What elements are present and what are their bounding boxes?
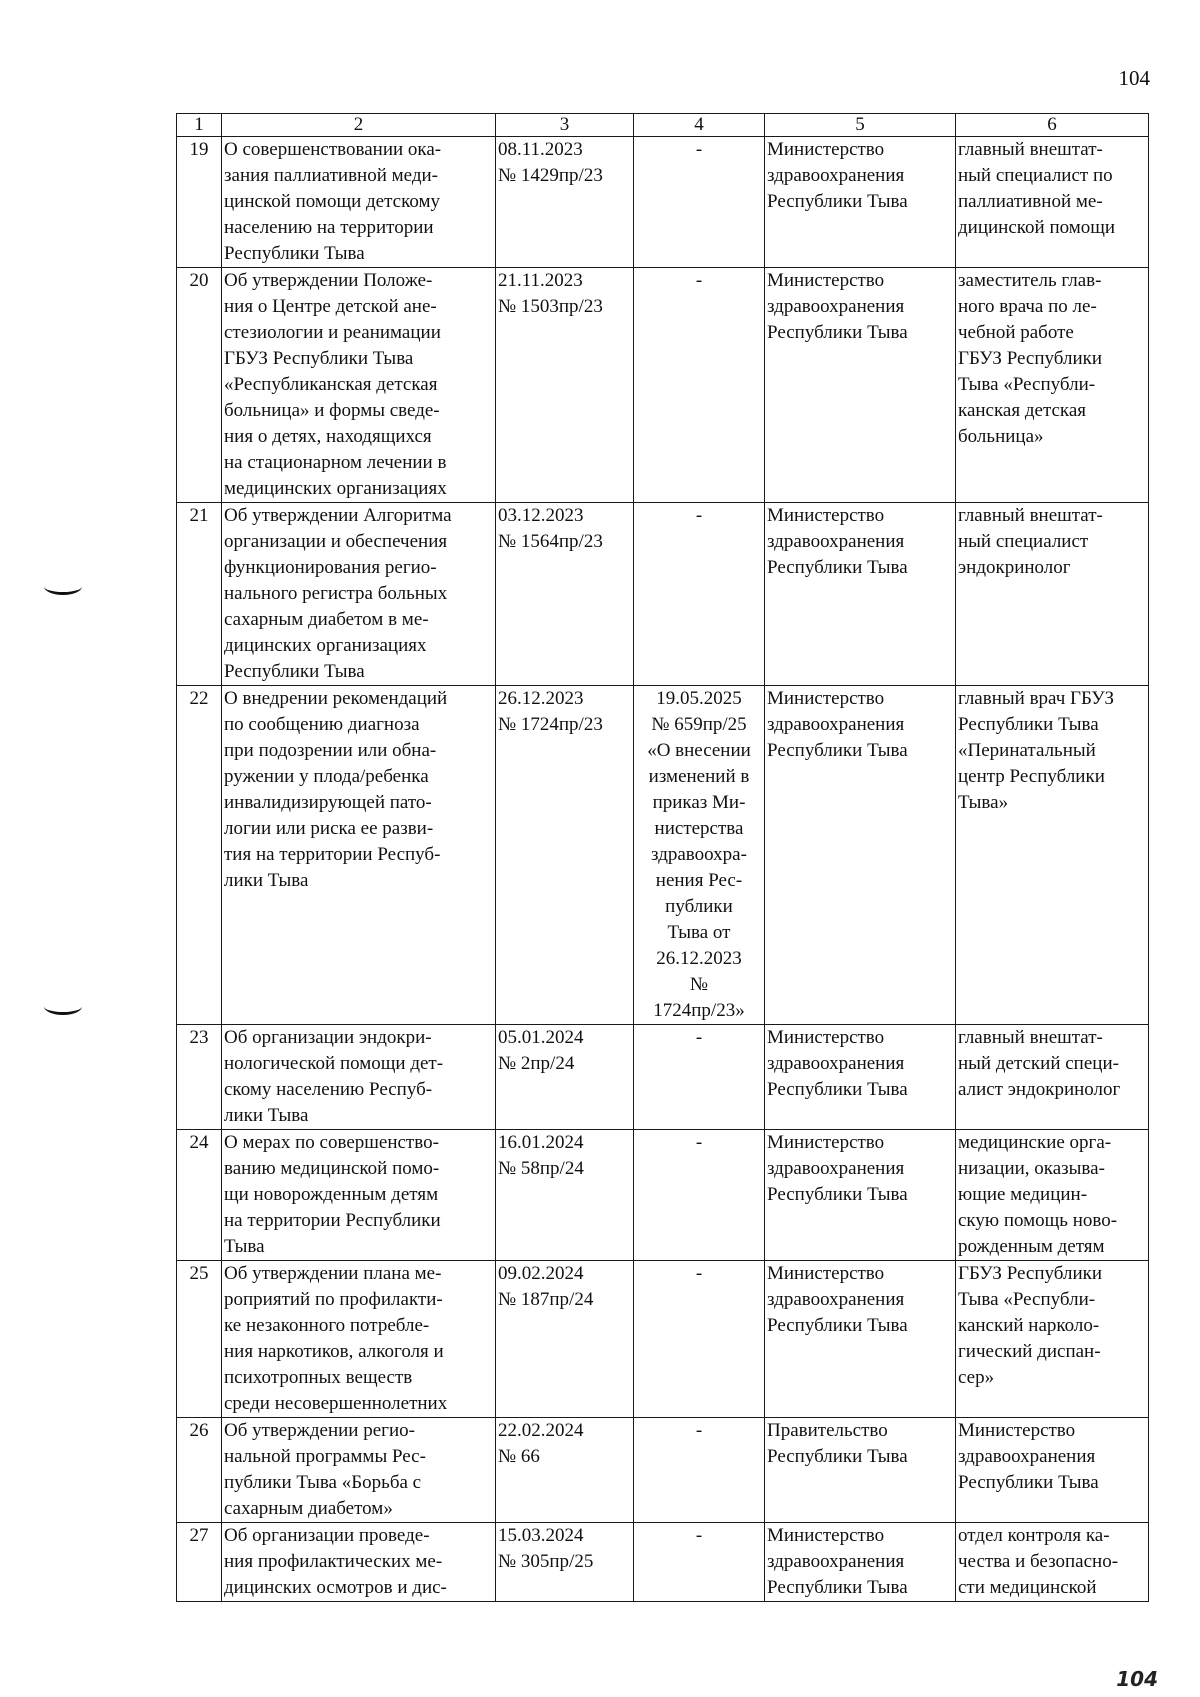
row-number: 20 [177, 268, 222, 503]
row-date-number [496, 686, 634, 1025]
row-title [222, 137, 496, 268]
row-changes [634, 1261, 765, 1418]
cell-line: здравоохранения [767, 714, 905, 735]
cell-line: паллиативной ме- [958, 191, 1103, 212]
table-row [177, 1523, 1149, 1602]
table-row [177, 503, 1149, 686]
cell-line: ГБУЗ Республики [958, 1263, 1103, 1284]
cell-line: № 305пр/25 [498, 1551, 594, 1572]
cell-line: № 2пр/24 [498, 1053, 575, 1074]
cell-line: нения Рес- [655, 870, 743, 891]
cell-line: № 1724пр/23 [498, 714, 603, 735]
cell-line: здравоохранения [767, 296, 905, 317]
cell-line: - [695, 1525, 703, 1546]
row-number: 21 [177, 503, 222, 686]
cell-line: эндокринолог [958, 557, 1071, 578]
cell-line: главный внештат- [958, 505, 1103, 526]
table-row [177, 1130, 1149, 1261]
row-changes [634, 1025, 765, 1130]
row-issuer [765, 268, 956, 503]
cell-line: Республики Тыва [224, 661, 365, 682]
cell-line: здравоохранения [767, 1053, 905, 1074]
row-issuer [765, 1025, 956, 1130]
cell-line: О мерах по совершенство- [224, 1132, 439, 1153]
cell-line: Республики Тыва [224, 243, 365, 264]
cell-line: «Республиканская детская [224, 374, 438, 395]
cell-line: главный врач ГБУЗ [958, 688, 1114, 709]
cell-line: на стационарном лечении в [224, 452, 447, 473]
row-title [222, 686, 496, 1025]
cell-line: канский нарколо- [958, 1315, 1100, 1336]
cell-line: тия на территории Респуб- [224, 844, 441, 865]
cell-line: Тыва» [958, 792, 1009, 813]
table-row [177, 137, 1149, 268]
row-changes [634, 1418, 765, 1523]
cell-line: лики Тыва [224, 870, 309, 891]
cell-line: больница» [958, 426, 1044, 447]
cell-line: Министерство [767, 688, 885, 709]
table-row [177, 1418, 1149, 1523]
cell-line: здравоохранения [767, 165, 905, 186]
document-table [176, 113, 1149, 1602]
table-row [177, 1261, 1149, 1418]
cell-line: Об организации эндокри- [224, 1027, 432, 1048]
cell-line: 09.02.2024 [498, 1263, 584, 1284]
cell-line: Министерство [958, 1420, 1076, 1441]
page-number: 104 [1118, 66, 1150, 90]
cell-line: при подозрении или обна- [224, 740, 437, 761]
row-changes [634, 503, 765, 686]
row-changes [634, 137, 765, 268]
cell-line: Министерство [767, 1525, 885, 1546]
cell-line: алист эндокринолог [958, 1079, 1121, 1100]
row-issuer [765, 686, 956, 1025]
row-number: 26 [177, 1418, 222, 1523]
cell-line: Министерство [767, 505, 885, 526]
cell-line: - [695, 1420, 703, 1441]
cell-line: медицинских организациях [224, 478, 447, 499]
cell-line: дицинской помощи [958, 217, 1116, 238]
row-date-number [496, 1130, 634, 1261]
cell-line: ный детский специ- [958, 1053, 1119, 1074]
cell-line: дицинских организациях [224, 635, 427, 656]
cell-line: Об утверждении Положе- [224, 270, 433, 291]
cell-line: 08.11.2023 [498, 139, 583, 160]
cell-line: ния о Центре детской ане- [224, 296, 437, 317]
cell-line: канская детская [958, 400, 1087, 421]
row-changes [634, 1130, 765, 1261]
cell-line: - [695, 1132, 703, 1153]
cell-line: 03.12.2023 [498, 505, 584, 526]
column-header-6: 6 [956, 114, 1149, 137]
row-date-number [496, 268, 634, 503]
row-changes [634, 1523, 765, 1602]
cell-line: 26.12.2023 [498, 688, 584, 709]
cell-line: ке незаконного потребле- [224, 1315, 430, 1336]
cell-line: среди несовершеннолетних [224, 1393, 448, 1414]
cell-line: здравоохранения [767, 1551, 905, 1572]
row-number: 27 [177, 1523, 222, 1602]
row-title [222, 1261, 496, 1418]
row-title [222, 1130, 496, 1261]
cell-line: рожденным детям [958, 1236, 1105, 1257]
row-issuer [765, 503, 956, 686]
cell-line: Министерство [767, 1263, 885, 1284]
cell-line: центр Республики [958, 766, 1105, 787]
table-body [177, 137, 1149, 1602]
cell-line: Республики Тыва [767, 1577, 908, 1598]
cell-line: О совершенствовании ока- [224, 139, 442, 160]
cell-line: Республики Тыва [767, 1315, 908, 1336]
column-header-4: 4 [634, 114, 765, 137]
cell-line: щи новорожденным детям [224, 1184, 439, 1205]
cell-line: Министерство [767, 1132, 885, 1153]
cell-line: ГБУЗ Республики Тыва [224, 348, 414, 369]
cell-line: нистерства [654, 818, 744, 839]
margin-mark [44, 578, 82, 595]
table-header-row [177, 114, 1149, 137]
row-responsible [956, 1130, 1149, 1261]
cell-line: ния о детях, находящихся [224, 426, 432, 447]
table-row [177, 1025, 1149, 1130]
table-row [177, 268, 1149, 503]
cell-line: чества и безопасно- [958, 1551, 1119, 1572]
cell-line: № [689, 974, 709, 995]
row-responsible [956, 268, 1149, 503]
cell-line: ния профилактических ме- [224, 1551, 443, 1572]
cell-line: цинской помощи детскому [224, 191, 440, 212]
cell-line: ГБУЗ Республики [958, 348, 1103, 369]
row-responsible [956, 1025, 1149, 1130]
cell-line: № 58пр/24 [498, 1158, 584, 1179]
cell-line: Об утверждении плана ме- [224, 1263, 442, 1284]
cell-line: «Перинатальный [958, 740, 1096, 761]
cell-line: Республики Тыва [767, 1446, 908, 1467]
cell-line: дицинских осмотров и дис- [224, 1577, 447, 1598]
row-date-number [496, 137, 634, 268]
row-date-number [496, 1261, 634, 1418]
cell-line: Об утверждении регио- [224, 1420, 415, 1441]
cell-line: - [695, 1027, 703, 1048]
cell-line: логии или риска ее разви- [224, 818, 434, 839]
row-responsible [956, 137, 1149, 268]
table-row [177, 686, 1149, 1025]
row-title [222, 1418, 496, 1523]
cell-line: отдел контроля ка- [958, 1525, 1110, 1546]
cell-line: медицинские орга- [958, 1132, 1112, 1153]
cell-line: № 1503пр/23 [498, 296, 603, 317]
cell-line: Республики Тыва [767, 1079, 908, 1100]
row-responsible [956, 503, 1149, 686]
row-title [222, 1025, 496, 1130]
cell-line: нологической помощи дет- [224, 1053, 444, 1074]
cell-line: функционирования регио- [224, 557, 437, 578]
cell-line: Министерство [767, 1027, 885, 1048]
row-date-number [496, 1418, 634, 1523]
cell-line: ния наркотиков, алкоголя и [224, 1341, 444, 1362]
cell-line: - [695, 1263, 703, 1284]
cell-line: 21.11.2023 [498, 270, 583, 291]
cell-line: главный внештат- [958, 139, 1103, 160]
row-changes [634, 268, 765, 503]
row-issuer [765, 1130, 956, 1261]
row-issuer [765, 137, 956, 268]
row-number: 19 [177, 137, 222, 268]
cell-line: ющие медицин- [958, 1184, 1088, 1205]
row-title [222, 1523, 496, 1602]
cell-line: Тыва «Республи- [958, 1289, 1096, 1310]
cell-line: изменений в [648, 766, 750, 787]
cell-line: Республики Тыва [958, 1472, 1099, 1493]
cell-line: 19.05.2025 [656, 688, 742, 709]
cell-line: 05.01.2024 [498, 1027, 584, 1048]
cell-line: № 66 [498, 1446, 540, 1467]
cell-line: здравоохранения [958, 1446, 1096, 1467]
cell-line: Об организации проведе- [224, 1525, 430, 1546]
row-responsible [956, 1523, 1149, 1602]
row-number: 24 [177, 1130, 222, 1261]
cell-line: ванию медицинской помо- [224, 1158, 440, 1179]
row-date-number [496, 1523, 634, 1602]
footer-page-mark: 104 [1116, 1667, 1158, 1691]
cell-line: сти медицинской [958, 1577, 1097, 1598]
cell-line: № 1429пр/23 [498, 165, 603, 186]
row-issuer [765, 1418, 956, 1523]
cell-line: ружении у плода/ребенка [224, 766, 429, 787]
cell-line: психотропных веществ [224, 1367, 413, 1388]
cell-line: ный специалист по [958, 165, 1113, 186]
row-number: 23 [177, 1025, 222, 1130]
cell-line: инвалидизирующей пато- [224, 792, 432, 813]
cell-line: лики Тыва [224, 1105, 309, 1126]
cell-line: Республики Тыва [767, 191, 908, 212]
cell-line: Министерство [767, 270, 885, 291]
cell-line: стезиологии и реанимации [224, 322, 441, 343]
cell-line: низации, оказыва- [958, 1158, 1105, 1179]
column-header-1: 1 [177, 114, 222, 137]
cell-line: Министерство [767, 139, 885, 160]
cell-line: № 1564пр/23 [498, 531, 603, 552]
cell-line: № 187пр/24 [498, 1289, 594, 1310]
cell-line: чебной работе [958, 322, 1074, 343]
cell-line: Об утверждении Алгоритма [224, 505, 452, 526]
cell-line: сахарным диабетом» [224, 1498, 393, 1519]
cell-line: нального регистра больных [224, 583, 448, 604]
cell-line: скую помощь ново- [958, 1210, 1118, 1231]
row-responsible [956, 686, 1149, 1025]
cell-line: «О внесении [647, 740, 751, 761]
cell-line: Тыва [224, 1236, 265, 1257]
cell-line: здравоохранения [767, 1158, 905, 1179]
cell-line: нальной программы Рес- [224, 1446, 426, 1467]
cell-line: больница» и формы сведе- [224, 400, 440, 421]
cell-line: Республики Тыва [767, 1184, 908, 1205]
cell-line: приказ Ми- [652, 792, 746, 813]
cell-line: главный внештат- [958, 1027, 1103, 1048]
cell-line: - [695, 505, 703, 526]
row-number: 25 [177, 1261, 222, 1418]
row-responsible [956, 1418, 1149, 1523]
cell-line: 22.02.2024 [498, 1420, 584, 1441]
cell-line: Республики Тыва [767, 740, 908, 761]
cell-line: сер» [958, 1367, 995, 1388]
cell-line: Тыва от [667, 922, 731, 943]
row-changes [634, 686, 765, 1025]
cell-line: сахарным диабетом в ме- [224, 609, 429, 630]
cell-line: здравоохра- [651, 844, 747, 865]
cell-line: Тыва «Республи- [958, 374, 1096, 395]
cell-line: заместитель глав- [958, 270, 1102, 291]
cell-line: 16.01.2024 [498, 1132, 584, 1153]
row-date-number [496, 503, 634, 686]
cell-line: 1724пр/23» [653, 1000, 745, 1021]
margin-mark [44, 998, 82, 1015]
cell-line: организации и обеспечения [224, 531, 448, 552]
cell-line: публики Тыва «Борьба с [224, 1472, 422, 1493]
row-responsible [956, 1261, 1149, 1418]
column-header-2: 2 [222, 114, 496, 137]
cell-line: Республики Тыва [767, 557, 908, 578]
cell-line: роприятий по профилакти- [224, 1289, 443, 1310]
cell-line: 15.03.2024 [498, 1525, 584, 1546]
cell-line: - [695, 139, 703, 160]
cell-line: скому населению Респуб- [224, 1079, 433, 1100]
cell-line: здравоохранения [767, 1289, 905, 1310]
cell-line: публики [665, 896, 733, 917]
row-number: 22 [177, 686, 222, 1025]
cell-line: 26.12.2023 [656, 948, 742, 969]
cell-line: на территории Республики [224, 1210, 441, 1231]
row-title [222, 503, 496, 686]
cell-line: Правительство [767, 1420, 888, 1441]
column-header-5: 5 [765, 114, 956, 137]
row-title [222, 268, 496, 503]
cell-line: Республики Тыва [767, 322, 908, 343]
cell-line: ный специалист [958, 531, 1089, 552]
cell-line: ного врача по ле- [958, 296, 1097, 317]
cell-line: зания паллиативной меди- [224, 165, 439, 186]
cell-line: здравоохранения [767, 531, 905, 552]
cell-line: О внедрении рекомендаций [224, 688, 448, 709]
cell-line: - [695, 270, 703, 291]
row-issuer [765, 1261, 956, 1418]
cell-line: населению на территории [224, 217, 434, 238]
cell-line: Республики Тыва [958, 714, 1099, 735]
column-header-3: 3 [496, 114, 634, 137]
row-issuer [765, 1523, 956, 1602]
cell-line: гический диспан- [958, 1341, 1101, 1362]
cell-line: № 659пр/25 [651, 714, 747, 735]
cell-line: по сообщению диагноза [224, 714, 420, 735]
row-date-number [496, 1025, 634, 1130]
